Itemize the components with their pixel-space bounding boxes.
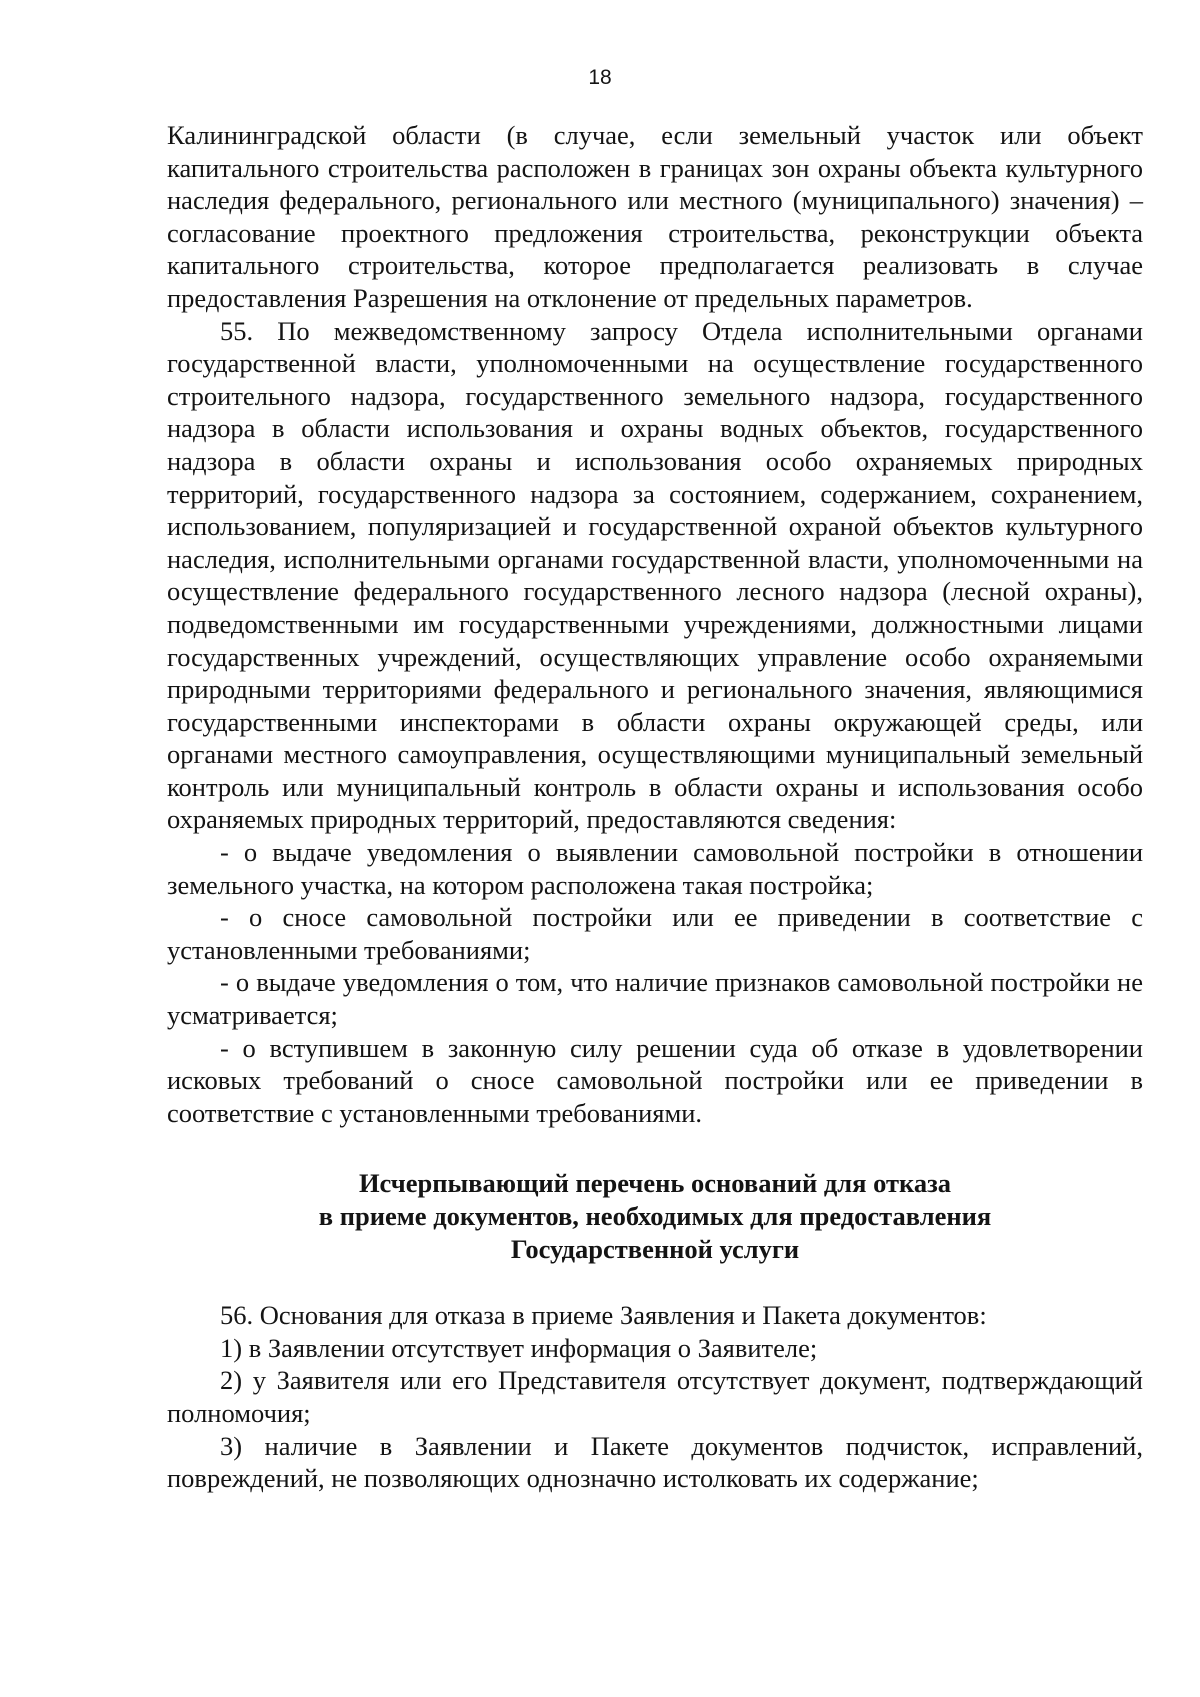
section-heading-line-2: в приеме документов, необходимых для предоставления [318, 1201, 992, 1231]
section-heading-line-3: Государственной услуги [510, 1233, 800, 1264]
list-item-dash-2: - о сносе самовольной постройки или ее приведении в соответствие с установленными требованиями; [167, 902, 1143, 965]
page-number: 18 [588, 66, 612, 89]
list-item-3: 3) наличие в Заявлении и Пакете документов подчисток, исправлений, повреждений, не позволяющих однозначно истолковать их содержание; [167, 1430, 1143, 1494]
list-item-dash-3: - о выдаче уведомления о том, что наличие признаков самовольной постройки не усматривается; [167, 967, 1143, 1031]
list-item-1: 1) в Заявлении отсутствует информация о Заявителе; [220, 1332, 818, 1363]
section-heading-line-1: Исчерпывающий перечень оснований для отказа [358, 1168, 952, 1199]
paragraph-56: 56. Основания для отказа в приеме Заявления и Пакета документов: [220, 1300, 987, 1331]
paragraph-continuation: Калининградской области (в случае, если земельный участок или объект капитального строительства расположен в границах зон охраны объекта культурного наследия федерального, регионального или местного (муниципального) значения) – согласование проектного предложения строительства, реконструкции объекта капитального строительства, которое предполагается реализовать в случае предоставления Разрешения на отклонение от предельных параметров. [167, 120, 1143, 313]
grounds-list [167, 1299, 1143, 1495]
list-item-2: 2) у Заявителя или его Представителя отсутствует документ, подтверждающий полномочия; [167, 1365, 1143, 1428]
paragraph-55: 55. По межведомственному запросу Отдела исполнительными органами государственной власти, уполномоченными на осуществление государственного строительного надзора, государственного земельного надзора, государственного надзора в области использования и охраны водных объектов, государственного надзора в области охраны и использования особо охраняемых природных территорий, государственного надзора за состоянием, содержанием, сохранением, использованием, популяризацией и государственной охраной объектов культурного наследия, исполнительными органами государственной власти, уполномоченными на осуществление федерального государственного лесного надзора (лесной охраны), подведомственными им государственными учреждениями, должностными лицами государственных учреждений, осуществляющих управление особо охраняемыми природными территориями федерального и регионального значения, являющимися государственными инспекторами в области охраны окружающей среды, или органами местного самоуправления, осуществляющими муниципальный земельный контроль или муниципальный контроль в области охраны и использования особо охраняемых природных территорий, предоставляются сведения: [167, 315, 1143, 835]
section-heading [167, 1167, 1143, 1265]
list-item-dash-1: - о выдаче уведомления о выявлении самовольной постройки в отношении земельного участка, на котором расположена такая постройка; [167, 837, 1143, 900]
list-item-dash-4: - о вступившем в законную силу решении суда об отказе в удовлетворении исковых требований о сносе самовольной постройки или ее приведении в соответствие с установленными требованиями. [167, 1032, 1143, 1128]
document-body [167, 119, 1143, 1495]
